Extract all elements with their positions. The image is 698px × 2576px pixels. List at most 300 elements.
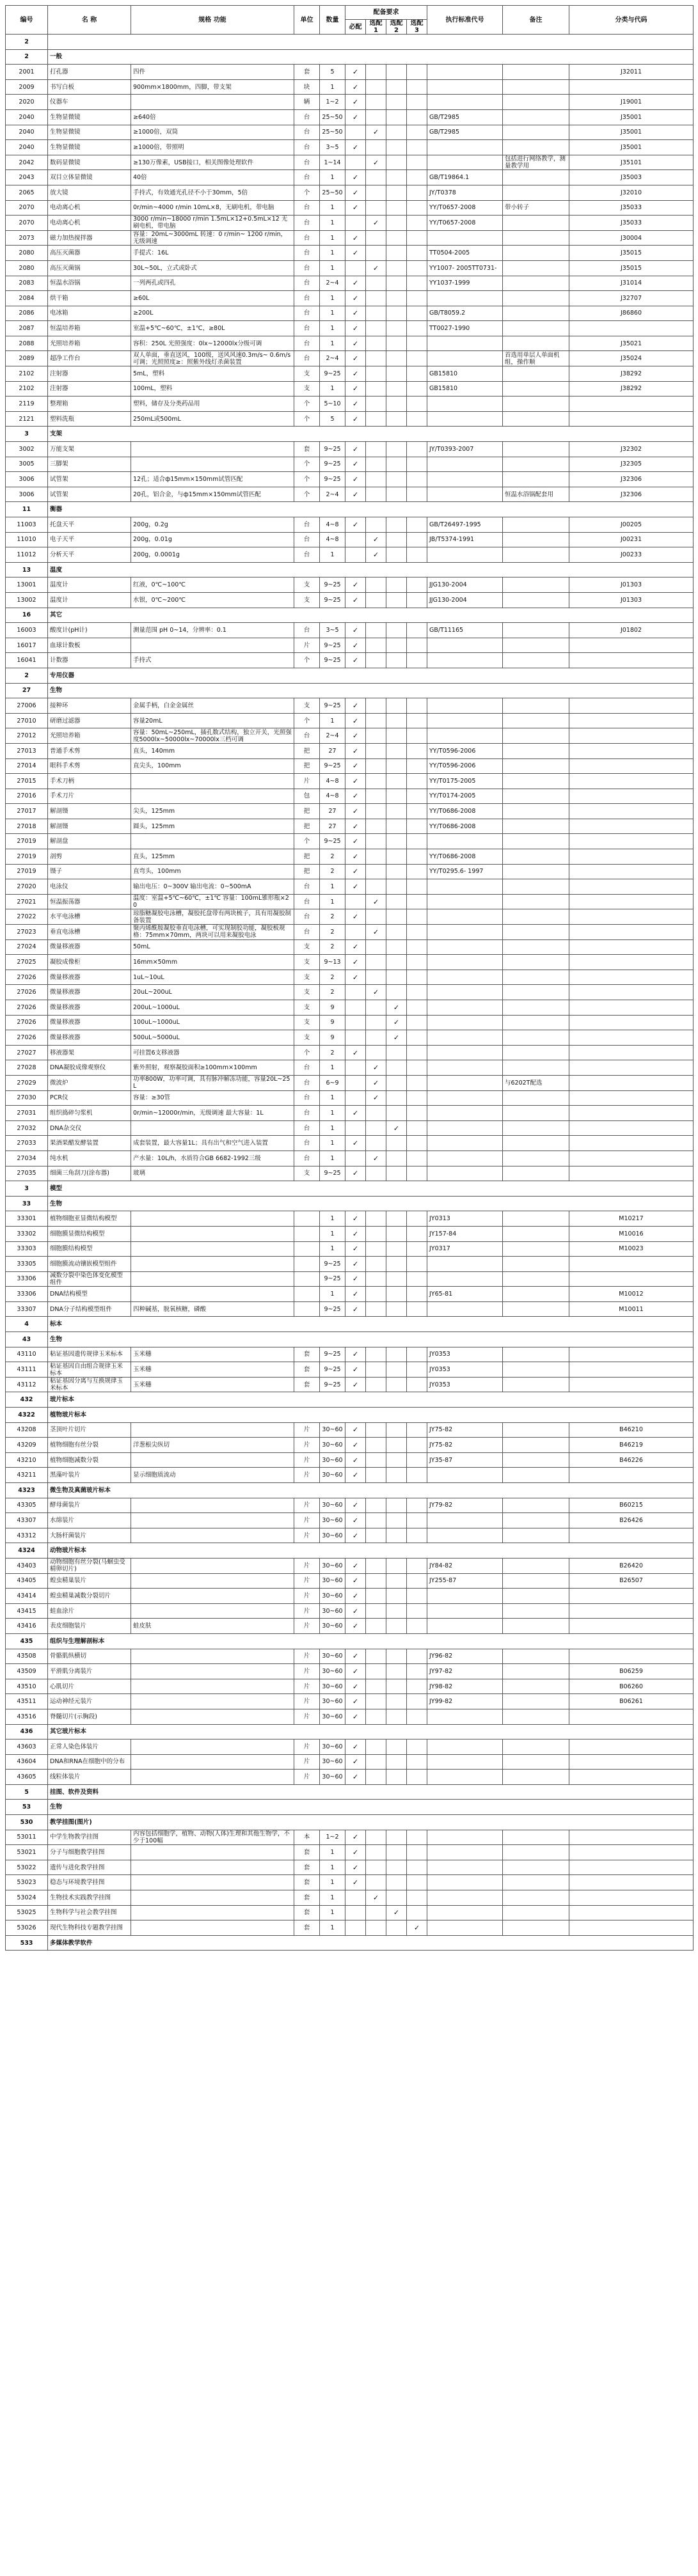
- row-name: 研磨过滤器: [48, 713, 131, 728]
- row-code: 43511: [6, 1694, 48, 1709]
- section-row: [6, 1332, 694, 1347]
- section-title: 衡器: [48, 502, 694, 517]
- row-unit: 片: [294, 1603, 320, 1619]
- opt1-mark: [366, 1166, 386, 1181]
- row-remark: [503, 1301, 569, 1317]
- row-unit: [294, 1271, 320, 1287]
- row-name: 垂直电泳槽: [48, 925, 131, 940]
- row-spec: 圆头，125mm: [131, 819, 294, 834]
- row-class: [569, 864, 694, 879]
- row-standard: [427, 1106, 503, 1121]
- opt1-mark: [366, 1362, 386, 1378]
- row-spec: [131, 1770, 294, 1785]
- row-spec: [131, 1679, 294, 1694]
- row-standard: [427, 1468, 503, 1483]
- opt1-mark: [366, 955, 386, 970]
- row-qty: 9~25: [320, 653, 345, 668]
- row-qty: 1: [320, 1890, 345, 1906]
- row-qty: 9: [320, 1030, 345, 1046]
- row-spec: [131, 1120, 294, 1136]
- row-qty: 1: [320, 216, 345, 231]
- row-code: 43403: [6, 1558, 48, 1573]
- row-class: [569, 1603, 694, 1619]
- opt2-mark: [386, 457, 407, 472]
- row-class: [569, 1151, 694, 1166]
- section-row: [6, 1196, 694, 1211]
- row-spec: ≥60L: [131, 291, 294, 306]
- opt2-mark: [386, 411, 407, 427]
- row-remark: [503, 743, 569, 758]
- row-code: 43416: [6, 1619, 48, 1634]
- row-spec: [131, 1890, 294, 1906]
- opt2-mark: [386, 200, 407, 216]
- row-name: 细胞膜流动镶嵌模型组件: [48, 1257, 131, 1272]
- row-code: 27006: [6, 698, 48, 714]
- row-standard: JY255-87: [427, 1573, 503, 1589]
- row-class: B26420: [569, 1558, 694, 1573]
- opt1-mark: [366, 1845, 386, 1860]
- row-unit: 片: [294, 1498, 320, 1513]
- row-remark: [503, 894, 569, 909]
- std-mark: ✓: [345, 1589, 366, 1604]
- row-standard: YY/T0686-2008: [427, 849, 503, 865]
- opt1-mark: ✓: [366, 925, 386, 940]
- table-row: [6, 1362, 694, 1378]
- opt3-mark: [407, 1000, 427, 1016]
- row-standard: JY0317: [427, 1241, 503, 1257]
- std-mark: ✓: [345, 1287, 366, 1302]
- row-qty: 1: [320, 200, 345, 216]
- row-qty: 1: [320, 1060, 345, 1076]
- row-class: [569, 1362, 694, 1378]
- row-standard: [427, 939, 503, 955]
- opt3-mark: [407, 442, 427, 457]
- opt2-mark: [386, 909, 407, 925]
- row-standard: [427, 487, 503, 502]
- row-code: 27025: [6, 955, 48, 970]
- row-spec: 200g，0.0001g: [131, 547, 294, 563]
- opt1-mark: [366, 1920, 386, 1936]
- row-spec: 内容包括细胞学，植物、动物(人体)生理和其他生物学，不少于100幅: [131, 1830, 294, 1845]
- table-row: [6, 1257, 694, 1272]
- row-code: 2070: [6, 200, 48, 216]
- opt2-mark: [386, 713, 407, 728]
- opt1-mark: [366, 939, 386, 955]
- row-spec: [131, 1257, 294, 1272]
- std-mark: ✓: [345, 1558, 366, 1573]
- row-name: 粘证基因遗传规律玉米标本: [48, 1347, 131, 1362]
- opt2-mark: [386, 351, 407, 366]
- row-name: 眼科手术剪: [48, 758, 131, 774]
- header-remark: 备注: [503, 6, 569, 35]
- row-qty: 1: [320, 246, 345, 261]
- row-remark: [503, 864, 569, 879]
- row-standard: [427, 155, 503, 170]
- row-name: 蛙血涂片: [48, 1603, 131, 1619]
- row-name: 手术刀柄: [48, 774, 131, 789]
- opt2-mark: [386, 1060, 407, 1076]
- table-row: [6, 1377, 694, 1392]
- opt1-mark: [366, 457, 386, 472]
- opt3-mark: [407, 1136, 427, 1151]
- table-row: [6, 170, 694, 185]
- row-qty: 1: [320, 381, 345, 397]
- row-spec: 红液，0℃~100℃: [131, 577, 294, 593]
- equipment-table: [5, 5, 694, 1951]
- table-row: [6, 879, 694, 895]
- row-remark: [503, 1830, 569, 1845]
- section-row: [6, 1784, 694, 1800]
- opt2-mark: [386, 1754, 407, 1770]
- row-name: 心肌切片: [48, 1679, 131, 1694]
- opt1-mark: [366, 638, 386, 653]
- row-class: J35024: [569, 351, 694, 366]
- row-spec: 直头，125mm: [131, 849, 294, 865]
- std-mark: ✓: [345, 1754, 366, 1770]
- row-spec: [131, 1287, 294, 1302]
- opt1-mark: [366, 246, 386, 261]
- section-title: 生物: [48, 1332, 694, 1347]
- row-unit: 套: [294, 1860, 320, 1875]
- opt1-mark: [366, 397, 386, 412]
- row-class: M10217: [569, 1211, 694, 1227]
- row-standard: [427, 698, 503, 714]
- row-name: 酵母菌装片: [48, 1498, 131, 1513]
- row-remark: [503, 1770, 569, 1785]
- row-remark: [503, 1271, 569, 1287]
- row-code: 53022: [6, 1860, 48, 1875]
- row-code: 16041: [6, 653, 48, 668]
- row-spec: 0r/min~4000 r/min 10mL×8，无刷电机，带电脑: [131, 200, 294, 216]
- opt3-mark: [407, 1106, 427, 1121]
- opt3-mark: [407, 1030, 427, 1046]
- row-name: 微波炉: [48, 1075, 131, 1090]
- row-unit: 把: [294, 819, 320, 834]
- opt1-mark: [366, 1498, 386, 1513]
- row-name: 解剖镊: [48, 804, 131, 819]
- header-name: 名 称: [48, 6, 131, 35]
- opt3-mark: [407, 125, 427, 140]
- opt1-mark: [366, 577, 386, 593]
- std-mark: [345, 155, 366, 170]
- row-unit: 个: [294, 397, 320, 412]
- row-qty: 2~4: [320, 351, 345, 366]
- opt3-mark: [407, 1890, 427, 1906]
- row-spec: 容量：≥30管: [131, 1090, 294, 1106]
- row-unit: 台: [294, 1151, 320, 1166]
- row-spec: [131, 1845, 294, 1860]
- row-spec: 3000 r/min~18000 r/min 1.5mL×12+0.5mL×12 无刷电机，带电脑: [131, 216, 294, 231]
- row-remark: 恒温水浴锅配套用: [503, 487, 569, 502]
- row-code: 16: [6, 608, 48, 623]
- opt1-mark: [366, 592, 386, 608]
- row-standard: [427, 457, 503, 472]
- row-spec: 直弯头，100mm: [131, 864, 294, 879]
- row-remark: [503, 1090, 569, 1106]
- row-spec: [131, 1271, 294, 1287]
- row-remark: [503, 1166, 569, 1181]
- row-standard: JY99-82: [427, 1694, 503, 1709]
- table-row: [6, 1301, 694, 1317]
- row-standard: [427, 925, 503, 940]
- section-title: 教学挂图(图片): [48, 1815, 694, 1830]
- opt2-mark: [386, 1241, 407, 1257]
- row-name: 试管架: [48, 487, 131, 502]
- row-standard: [427, 1528, 503, 1543]
- row-name: 超净工作台: [48, 351, 131, 366]
- row-unit: 台: [294, 336, 320, 351]
- opt2-mark: [386, 65, 407, 80]
- row-code: 27034: [6, 1151, 48, 1166]
- row-name: 打孔器: [48, 65, 131, 80]
- row-code: 13002: [6, 592, 48, 608]
- std-mark: [345, 1015, 366, 1030]
- row-class: [569, 894, 694, 909]
- row-spec: [131, 1603, 294, 1619]
- row-name: 生物技术实践教学挂图: [48, 1890, 131, 1906]
- section-row: [6, 1181, 694, 1197]
- header-config-req: 配备要求: [345, 6, 427, 20]
- row-spec: 水银，0℃~200℃: [131, 592, 294, 608]
- header-code: 编号: [6, 6, 48, 35]
- opt1-mark: [366, 472, 386, 487]
- row-unit: 台: [294, 925, 320, 940]
- row-qty: 1: [320, 1211, 345, 1227]
- row-name: 三脚架: [48, 457, 131, 472]
- header-std: 必配: [345, 20, 366, 35]
- opt3-mark: [407, 1257, 427, 1272]
- std-mark: ✓: [345, 1106, 366, 1121]
- row-class: J32306: [569, 487, 694, 502]
- row-name: 生物科学与社会教学挂图: [48, 1905, 131, 1920]
- std-mark: ✓: [345, 1377, 366, 1392]
- opt1-mark: [366, 1664, 386, 1679]
- opt1-mark: [366, 230, 386, 246]
- section-title: 组织与生理解剖标本: [48, 1633, 694, 1649]
- std-mark: ✓: [345, 804, 366, 819]
- row-class: [569, 1106, 694, 1121]
- row-qty: 9~25: [320, 366, 345, 382]
- opt3-mark: [407, 1589, 427, 1604]
- row-spec: [131, 1649, 294, 1664]
- row-code: 432: [6, 1392, 48, 1408]
- row-unit: 片: [294, 1679, 320, 1694]
- row-spec: 100uL~1000uL: [131, 1015, 294, 1030]
- opt2-mark: [386, 1664, 407, 1679]
- row-unit: 片: [294, 1558, 320, 1573]
- row-spec: [131, 1422, 294, 1438]
- row-qty: 1: [320, 79, 345, 95]
- row-remark: 与6202T配选: [503, 1075, 569, 1090]
- row-code: 27016: [6, 789, 48, 804]
- opt3-mark: [407, 230, 427, 246]
- opt1-mark: [366, 1875, 386, 1890]
- row-standard: GB/T11165: [427, 623, 503, 638]
- row-remark: [503, 1136, 569, 1151]
- row-standard: [427, 230, 503, 246]
- row-spec: [131, 1875, 294, 1890]
- row-qty: 2: [320, 939, 345, 955]
- std-mark: ✓: [345, 1257, 366, 1272]
- row-class: B26507: [569, 1573, 694, 1589]
- std-mark: ✓: [345, 789, 366, 804]
- opt3-mark: [407, 291, 427, 306]
- opt1-mark: ✓: [366, 125, 386, 140]
- row-code: 2119: [6, 397, 48, 412]
- std-mark: ✓: [345, 1770, 366, 1785]
- row-qty: 30~60: [320, 1709, 345, 1724]
- row-unit: 套: [294, 442, 320, 457]
- opt3-mark: [407, 1679, 427, 1694]
- row-unit: 支: [294, 939, 320, 955]
- row-spec: 手持式，有效通光孔径不小于30mm，5倍: [131, 185, 294, 200]
- section-title: 其它: [48, 608, 694, 623]
- section-title: 微生物及真菌玻片标本: [48, 1483, 694, 1498]
- opt3-mark: [407, 1830, 427, 1845]
- row-qty: 1: [320, 170, 345, 185]
- row-remark: [503, 638, 569, 653]
- row-unit: 台: [294, 170, 320, 185]
- row-class: [569, 1860, 694, 1875]
- row-qty: 30~60: [320, 1619, 345, 1634]
- row-spec: [131, 1528, 294, 1543]
- row-spec: [131, 1558, 294, 1573]
- opt2-mark: ✓: [386, 1000, 407, 1016]
- std-mark: ✓: [345, 1136, 366, 1151]
- row-qty: 9~25: [320, 1377, 345, 1392]
- opt2-mark: ✓: [386, 1030, 407, 1046]
- row-unit: 台: [294, 291, 320, 306]
- table-row: [6, 1166, 694, 1181]
- row-name: 数码显微镜: [48, 155, 131, 170]
- opt2-mark: [386, 577, 407, 593]
- row-class: [569, 1845, 694, 1860]
- opt2-mark: [386, 1619, 407, 1634]
- row-code: 2070: [6, 216, 48, 231]
- row-qty: 1: [320, 1120, 345, 1136]
- table-row: [6, 743, 694, 758]
- row-standard: JY/T0393-2007: [427, 442, 503, 457]
- row-standard: [427, 1120, 503, 1136]
- std-mark: ✓: [345, 200, 366, 216]
- row-name: 血球计数板: [48, 638, 131, 653]
- opt1-mark: [366, 728, 386, 744]
- opt2-mark: [386, 1468, 407, 1483]
- row-spec: [131, 1589, 294, 1604]
- section-title: [48, 35, 694, 50]
- table-row: [6, 1090, 694, 1106]
- opt1-mark: [366, 95, 386, 110]
- row-spec: ≥1000倍，带照明: [131, 140, 294, 155]
- opt2-mark: [386, 743, 407, 758]
- table-row: [6, 487, 694, 502]
- row-spec: [131, 834, 294, 849]
- row-code: 2102: [6, 381, 48, 397]
- std-mark: ✓: [345, 909, 366, 925]
- row-code: 43605: [6, 1770, 48, 1785]
- opt2-mark: [386, 1226, 407, 1241]
- row-code: 43110: [6, 1347, 48, 1362]
- opt3-mark: [407, 592, 427, 608]
- row-remark: [503, 1287, 569, 1302]
- row-code: 27020: [6, 879, 48, 895]
- row-code: 27019: [6, 849, 48, 865]
- opt1-mark: [366, 487, 386, 502]
- std-mark: ✓: [345, 65, 366, 80]
- row-code: 533: [6, 1935, 48, 1951]
- row-remark: [503, 306, 569, 321]
- row-code: 2: [6, 35, 48, 50]
- row-remark: [503, 366, 569, 382]
- row-standard: [427, 351, 503, 366]
- opt3-mark: [407, 472, 427, 487]
- section-title: 植物玻片标本: [48, 1408, 694, 1423]
- row-spec: ≥640倍: [131, 109, 294, 125]
- row-qty: 30~60: [320, 1422, 345, 1438]
- row-remark: [503, 653, 569, 668]
- opt1-mark: [366, 1528, 386, 1543]
- opt2-mark: [386, 306, 407, 321]
- row-spec: 聚丙烯酰胺凝胶垂直电泳槽，可实现制胶功能，凝胶板规格：75mm×70mm，两块可以用来凝胶电泳: [131, 925, 294, 940]
- row-spec: [131, 1754, 294, 1770]
- row-class: [569, 834, 694, 849]
- opt3-mark: [407, 653, 427, 668]
- row-spec: 手提式：16L: [131, 246, 294, 261]
- row-qty: 1: [320, 1090, 345, 1106]
- row-name: DNA结构模型: [48, 1287, 131, 1302]
- opt2-mark: [386, 397, 407, 412]
- opt2-mark: [386, 1090, 407, 1106]
- table-row: [6, 200, 694, 216]
- opt1-mark: [366, 79, 386, 95]
- row-class: [569, 1166, 694, 1181]
- row-class: J19001: [569, 95, 694, 110]
- opt3-mark: [407, 698, 427, 714]
- row-unit: 包: [294, 789, 320, 804]
- row-code: 43509: [6, 1664, 48, 1679]
- opt2-mark: [386, 442, 407, 457]
- row-remark: [503, 1362, 569, 1378]
- row-code: 33301: [6, 1211, 48, 1227]
- opt3-mark: [407, 381, 427, 397]
- table-row: [6, 925, 694, 940]
- row-code: 27026: [6, 970, 48, 985]
- table-row: [6, 1754, 694, 1770]
- row-class: [569, 638, 694, 653]
- row-remark: [503, 1045, 569, 1060]
- opt3-mark: [407, 819, 427, 834]
- row-code: 2042: [6, 155, 48, 170]
- row-name: 生物显微镜: [48, 109, 131, 125]
- row-standard: [427, 1890, 503, 1906]
- row-standard: [427, 95, 503, 110]
- row-remark: [503, 216, 569, 231]
- row-qty: 9~25: [320, 472, 345, 487]
- row-spec: 四种碱基，脱氧核糖，磷酸: [131, 1301, 294, 1317]
- row-unit: 个: [294, 411, 320, 427]
- row-unit: 片: [294, 1452, 320, 1468]
- row-standard: YY1037-1999: [427, 276, 503, 291]
- std-mark: ✓: [345, 970, 366, 985]
- row-remark: [503, 79, 569, 95]
- std-mark: ✓: [345, 336, 366, 351]
- row-name: 接种环: [48, 698, 131, 714]
- row-code: 2087: [6, 321, 48, 336]
- opt1-mark: [366, 321, 386, 336]
- std-mark: [345, 216, 366, 231]
- row-qty: 9~25: [320, 638, 345, 653]
- std-mark: ✓: [345, 472, 366, 487]
